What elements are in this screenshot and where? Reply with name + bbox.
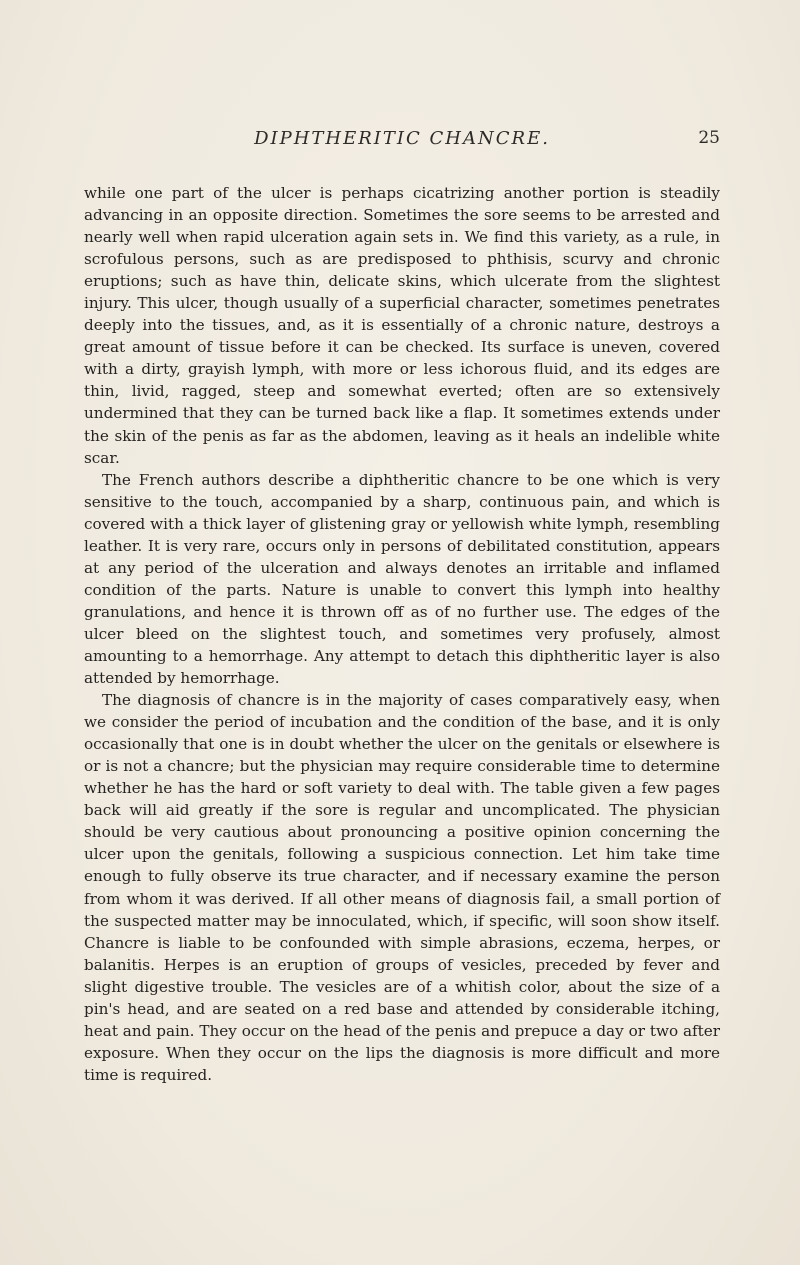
- running-title: DIPHTHERITIC CHANCRE.: [254, 128, 550, 149]
- page-number: 25: [698, 128, 720, 148]
- body-text: [84, 182, 720, 1086]
- paragraph-diphtheritic-chancre: The French authors describe a diphtheritic chancre to be one which is very sensitive to the touch, accompanied by a sharp, continuous pain, and which is covered with a thick layer of glistening gray or yellowish white lymph, resembling leather. It is very rare, occurs only in persons of debilitated constitution, appears at any period of the ulceration and always denotes an irritable and inflamed condition of the parts. Nature is unable to convert this lymph into healthy granulations, and hence it is thrown off as of no further use. The edges of the ulcer bleed on the slightest touch, and sometimes very profusely, almost amounting to a hemorrhage. Any attempt to detach this diphtheritic layer is also attended by hemorrhage.: [84, 470, 720, 688]
- paragraph-continuation: while one part of the ulcer is perhaps cicatrizing another portion is steadily advancing in an opposite direction. Sometimes the sore seems to be arrested and nearly well when rapid ulceration again sets in. We find this variety, as a rule, in scrofulous persons, such as are predisposed to phthisis, scurvy and chronic eruptions; such as have thin, delicate skins, which ulcerate from the slightest injury. This ulcer, though usually of a superficial character, sometimes penetrates deeply into the tissues, and, as it is essentially of a chronic nature, destroys a great amount of tissue before it can be checked. Its surface is uneven, covered with a dirty, grayish lymph, with more or less ichorous fluid, and its edges are thin, livid, ragged, steep and somewhat everted; often are so extensively undermined that they can be turned back like a flap. It sometimes extends under the skin of the penis as far as the abdomen, leaving as it heals an indelible white scar.: [84, 184, 720, 467]
- running-head: [84, 128, 720, 154]
- paragraph-diagnosis: The diagnosis of chancre is in the majority of cases comparatively easy, when we consider the period of incubation and the condition of the base, and it is only occasionally that one is in doubt whether the ulcer on the genitals or elsewhere is or is not a chancre; but the physician may require considerable time to determine whether he has the hard or soft variety to deal with. The table given a few pages back will aid greatly if the sore is regular and uncomplicated. The physician should be very cautious about pronouncing a positive opinion concerning the ulcer upon the genitals, following a suspicious connection. Let him take time enough to fully observe its true character, and if necessary examine the person from whom it was derived. If all other means of diagnosis fail, a small portion of the suspected matter may be innoculated, which, if specific, will soon show itself. Chancre is liable to be confounded with simple abrasions, eczema, herpes, or balanitis. Herpes is an eruption of groups of vesicles, preceded by fever and slight digestive trouble. The vesicles are of a whitish color, about the size of a pin's head, and are seated on a red base and attended by considerable itching, heat and pain. They occur on the head of the penis and prepuce a day or two after exposure. When they occur on the lips the diagnosis is more difficult and more time is required.: [84, 691, 720, 1084]
